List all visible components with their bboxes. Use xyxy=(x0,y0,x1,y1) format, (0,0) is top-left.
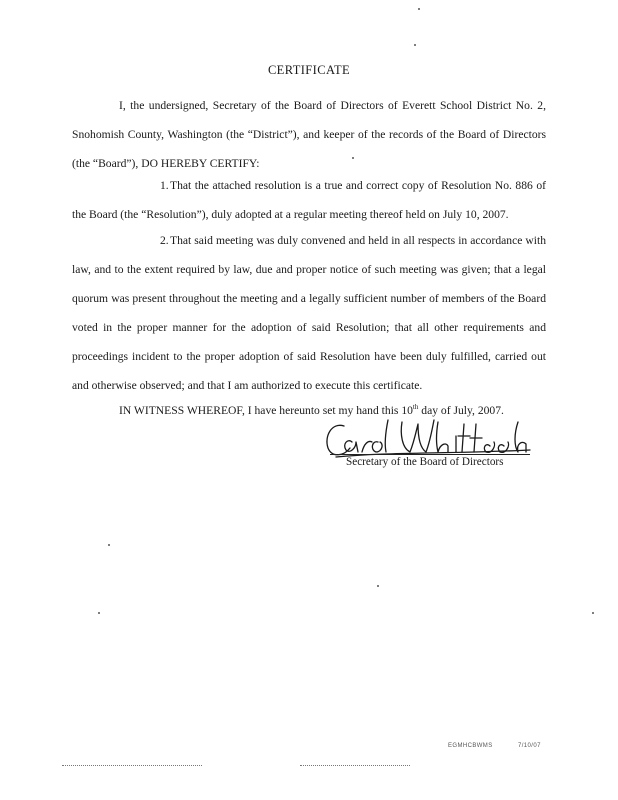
witness-ordinal-suffix: th xyxy=(412,403,419,411)
scan-speck xyxy=(418,8,420,10)
scan-artifact-line xyxy=(62,765,202,767)
item-1-text: That the attached resolution is a true and correct copy of Resolution No. 886 of the Board (the “Resolution”), duly adopted at a regular meeting thereof held on July 10, 2007. xyxy=(72,179,546,221)
footer-date-code: 7/10/07 xyxy=(518,743,541,749)
witness-text-start: IN WITNESS WHEREOF, I have hereunto set my hand this 10 xyxy=(119,403,413,417)
scan-artifact-line xyxy=(300,765,410,767)
item-1-number: 1. xyxy=(160,179,169,192)
scan-speck xyxy=(414,44,416,46)
certification-item-2 xyxy=(72,226,546,400)
item-2-number: 2. xyxy=(160,234,169,247)
intro-paragraph: I, the undersigned, Secretary of the Board of Directors of Everett School District No. 2, Snohomish County, Washington (the “District”), and keeper of the records of the Board of Directors (the “Board”), DO HEREBY CERTIFY: xyxy=(72,99,546,170)
item-2-text: That said meeting was duly convened and held in all respects in accordance with law, and to the extent required by law, due and proper notice of such meeting was given; that a legal quorum was present throughout the meeting and a legally sufficient number of members of the Board voted in the proper manner for the adoption of said Resolution; that all other requirements and proceedings incident to the proper adoption of said Resolution have been duly fulfilled, carried out and otherwise observed; and that I am authorized to execute this certificate. xyxy=(72,234,546,392)
signature-caption: Secretary of the Board of Directors xyxy=(346,456,504,468)
document-title: CERTIFICATE xyxy=(267,63,351,77)
witness-text-end: day of July, 2007. xyxy=(418,403,504,417)
scan-speck xyxy=(592,612,594,614)
scan-speck xyxy=(98,612,100,614)
scan-speck xyxy=(352,157,354,159)
scan-speck xyxy=(108,544,110,546)
signature-line xyxy=(330,454,530,455)
certification-item-1 xyxy=(72,171,546,229)
scan-speck xyxy=(377,585,379,587)
footer-document-code: EGMHCBWMS xyxy=(448,743,493,749)
